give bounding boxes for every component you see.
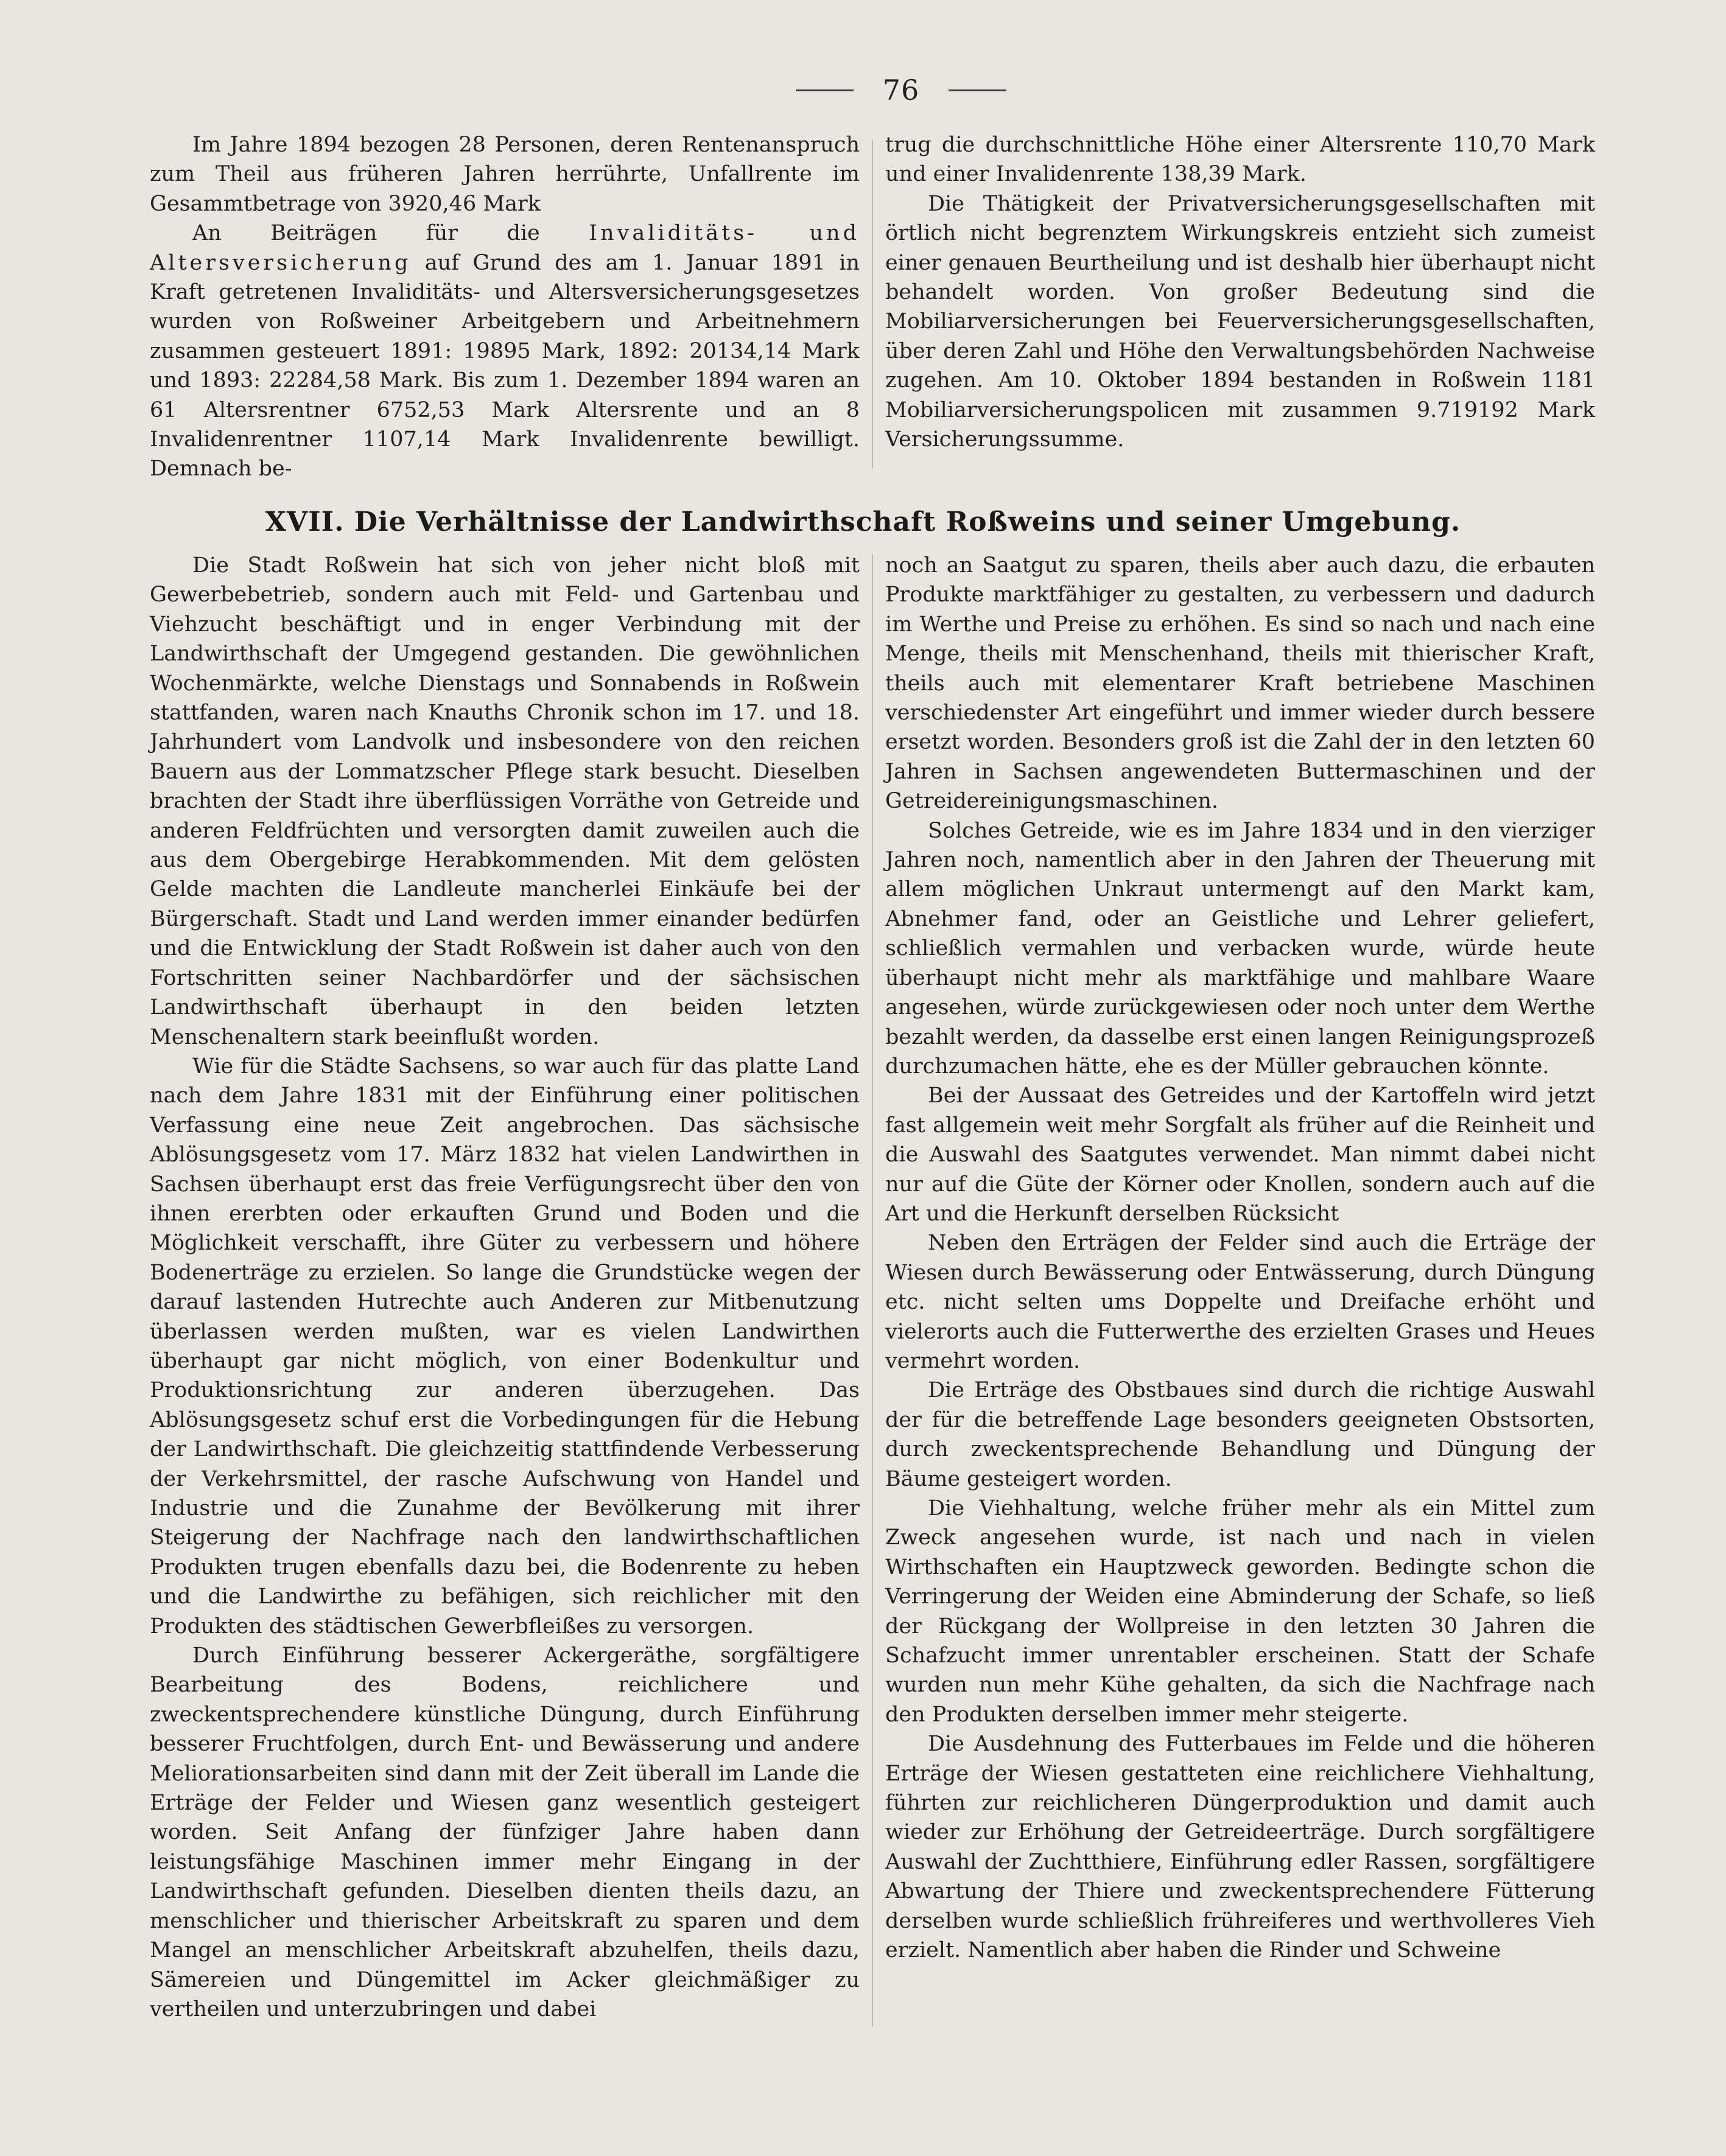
paragraph: Wie für die Städte Sachsens, so war auch für das platte Land nach dem Jahre 1831 mit der Einführung einer politischen Verfassung eine neue Zeit angebrochen. Das sächsische Ablösungsgesetz vom 17. März 1832 hat vielen Landwirthen in Sachsen überhaupt erst das freie Verfügungsrecht über den von ihnen ererbten oder erkauften Grund und Boden und die Möglichkeit verschafft, ihre Güter zu verbessern und höhere Bodenerträge zu erzielen. So lange die Grundstücke wegen der darauf lastenden Hutrechte auch Anderen zur Mitbenutzung überlassen werden mußten, war es vielen Landwirthen überhaupt gar nicht möglich, von einer Bodenkultur und Produktionsrichtung zur anderen überzugehen. Das Ablösungsgesetz schuf erst die Vorbedingungen für die Hebung der Landwirthschaft. Die gleichzeitig stattfindende Verbesserung der Verkehrsmittel, der rasche Aufschwung von Handel und Industrie und die Zunahme der Bevölkerung mit ihrer Steigerung der Nachfrage nach den landwirthschaftlichen Produkten trugen ebenfalls dazu bei, die Bodenrente zu heben und die Landwirthe zu befähigen, sich reichlicher mit den Produkten des städtischen Gewerbfleißes zu versorgen. xyxy=(150,1054,860,1639)
paragraph: Solches Getreide, wie es im Jahre 1834 und in den vierziger Jahren noch, namentlich aber in den Jahren der Theuerung mit allem möglichen Unkraut untermengt auf den Markt kam, Abnehmer fand, oder an Geistliche und Lehrer geliefert, schließlich vermahlen und verbacken wurde, würde heute überhaupt nicht mehr als marktfähige und mahlbare Waare angesehen, würde zurückgewiesen oder noch unter dem Werthe bezahlt werden, da dasselbe erst einen langen Reinigungsprozeß durchzumachen hätte, ehe es der Müller gebrauchen könnte. xyxy=(885,818,1595,1079)
paragraph: Die Ausdehnung des Futterbaues im Felde und die höheren Erträge der Wiesen gestatteten eine reichlichere Viehhaltung, führten zur reichlicheren Düngerproduktion und damit auch wieder zur Erhöhung der Getreideerträge. Durch sorgfältigere Auswahl der Zuchtthiere, Einführung edler Rassen, sorgfältigere Abwartung der Thiere und zweckentsprechendere Fütterung derselben wurde schließlich frühreiferes und werthvolleres Vieh erzielt. Namentlich aber haben die Rinder und Schweine xyxy=(885,1732,1595,1963)
top-right-column xyxy=(885,130,1595,454)
header-rule-right xyxy=(949,89,1006,91)
paragraph: trug die durchschnittliche Höhe einer Altersrente 110,70 Mark und einer Invalidenrente 138,39 Mark. xyxy=(885,133,1595,187)
paragraph: Die Thätigkeit der Privatversicherungsgesellschaften mit örtlich nicht begrenztem Wirkungskreis entzieht sich zumeist einer genauen Beurtheilung und ist deshalb hier überhaupt nicht behandelt worden. Von großer Bedeutung sind die Mobiliarversicherungen bei Feuerversicherungsgesellschaften, über deren Zahl und Höhe den Verwaltungsbehörden Nachweise zugehen. Am 10. Oktober 1894 bestanden in Roßwein 1181 Mobiliarversicherungspolicen mit zusammen 9.719192 Mark Versicherungssumme. xyxy=(885,191,1595,452)
paragraph: noch an Saatgut zu sparen, theils aber auch dazu, die erbauten Produkte marktfähiger zu gestalten, zu verbessern und dadurch im Werthe und Preise zu erhöhen. Es sind so nach und nach eine Menge, theils mit Menschenhand, theils mit thierischer Kraft, theils auch mit elementarer Kraft betriebene Maschinen verschiedenster Art eingeführt und immer wieder durch bessere ersetzt worden. Besonders groß ist die Zahl der in den letzten 60 Jahren in Sachsen angewendeten Buttermaschinen und der Getreidereinigungsmaschinen. xyxy=(885,553,1595,814)
paragraph: Bei der Aussaat des Getreides und der Kartoffeln wird jetzt fast allgemein weit mehr Sorgfalt als früher auf die Reinheit und die Auswahl des Saatgutes verwendet. Man nimmt dabei nicht nur auf die Güte der Körner oder Knollen, sondern auch auf die Art und die Herkunft derselben Rücksicht xyxy=(885,1083,1595,1226)
spaced-term: Invaliditäts- und Altersversicherung xyxy=(150,221,860,275)
top-left-column xyxy=(150,130,860,484)
body-right-column xyxy=(885,551,1595,1965)
paragraph: Die Viehhaltung, welche früher mehr als ein Mittel zum Zweck angesehen wurde, ist nach und nach in vielen Wirthschaften ein Hauptzweck geworden. Bedingte schon die Verringerung der Weiden eine Abminderung der Schafe, so ließ der Rückgang der Wollpreise in den letzten 30 Jahren die Schafzucht immer unrentabler erscheinen. Statt der Schafe wurden nun mehr Kühe gehalten, da sich die Nachfrage nach den Produkten derselben immer mehr steigerte. xyxy=(885,1496,1595,1727)
paragraph xyxy=(150,219,860,484)
paragraph: Im Jahre 1894 bezogen 28 Personen, deren Rentenanspruch zum Theil aus früheren Jahren herrührte, Unfallrente im Gesammtbetrage von 3920,46 Mark xyxy=(150,133,860,216)
text-run: An Beiträgen für die xyxy=(192,221,540,246)
column-separator-body xyxy=(872,554,873,2027)
header-rule-left xyxy=(796,89,854,91)
paragraph: Die Stadt Roßwein hat sich von jeher nicht bloß mit Gewerbebetrieb, sondern auch mit Feld- und Gartenbau und Viehzucht beschäftigt und in enger Verbindung mit der Landwirthschaft der Umgegend gestanden. Die gewöhnlichen Wochenmärkte, welche Dienstags und Sonnabends in Roßwein stattfanden, waren nach Knauths Chronik schon im 17. und 18. Jahrhundert vom Landvolk und insbesondere von den reichen Bauern aus der Lommatzscher Pflege stark besucht. Dieselben brachten der Stadt ihre überflüssigen Vorräthe von Getreide und anderen Feldfrüchten und versorgten damit zuweilen auch die aus dem Obergebirge Herabkommenden. Mit dem gelösten Gelde machten die Landleute mancherlei Einkäufe bei der Bürgerschaft. Stadt und Land werden immer einander bedürfen und die Entwicklung der Stadt Roßwein ist daher auch von den Fortschritten seiner Nachbardörfer und der sächsischen Landwirthschaft überhaupt in den beiden letzten Menschenaltern stark beeinflußt worden. xyxy=(150,553,860,1049)
paragraph: Neben den Erträgen der Felder sind auch die Erträge der Wiesen durch Bewässerung oder Entwässerung, durch Düngung etc. nicht selten ums Doppelte und Dreifache erhöht und vielerorts auch die Futterwerthe des erzielten Grases und Heues vermehrt worden. xyxy=(885,1231,1595,1373)
text-run: auf Grund des am 1. Januar 1891 in Kraft getretenen Invaliditäts- und Altersversicherungsgesetzes wurden von Roßweiner Arbeitgebern und Arbeitnehmern zusammen gesteuert 1891: 19895 Mark, 1892: 20134,14 Mark und 1893: 22284,58 Mark. Bis zum 1. Dezember 1894 waren an 61 Altersrentner 6752,53 Mark Altersrente und an 8 Invalidenrentner 1107,14 Mark Invalidenrente bewilligt. Demnach be- xyxy=(150,250,860,481)
page-header xyxy=(755,66,1047,114)
body-left-column xyxy=(150,551,860,2024)
column-separator-top xyxy=(872,140,873,469)
paragraph: Die Erträge des Obstbaues sind durch die richtige Auswahl der für die betreffende Lage besonders geeigneten Obstsorten, durch zweckentsprechende Behandlung und Düngung der Bäume gesteigert worden. xyxy=(885,1378,1595,1491)
section-heading: XVII. Die Verhältnisse der Landwirthschaft Roßweins und seiner Umgebung. xyxy=(265,506,1461,537)
page-number: 76 xyxy=(882,74,920,107)
paragraph: Durch Einführung besserer Ackergeräthe, sorgfältigere Bearbeitung des Bodens, reichlichere und zweckentsprechendere künstliche Düngung, durch Einführung besserer Fruchtfolgen, durch Ent- und Bewässerung und andere Meliorationsarbeiten sind dann mit der Zeit überall im Lande die Erträge der Felder und Wiesen ganz wesentlich gesteigert worden. Seit Anfang der fünfziger Jahre haben dann leistungsfähige Maschinen immer mehr Eingang in der Landwirthschaft gefunden. Dieselben dienten theils dazu, an menschlicher und thierischer Arbeitskraft zu sparen und dem Mangel an menschlicher Arbeitskraft abzuhelfen, theils dazu, Sämereien und Düngemittel im Acker gleichmäßiger zu vertheilen und unterzubringen und dabei xyxy=(150,1643,860,2021)
